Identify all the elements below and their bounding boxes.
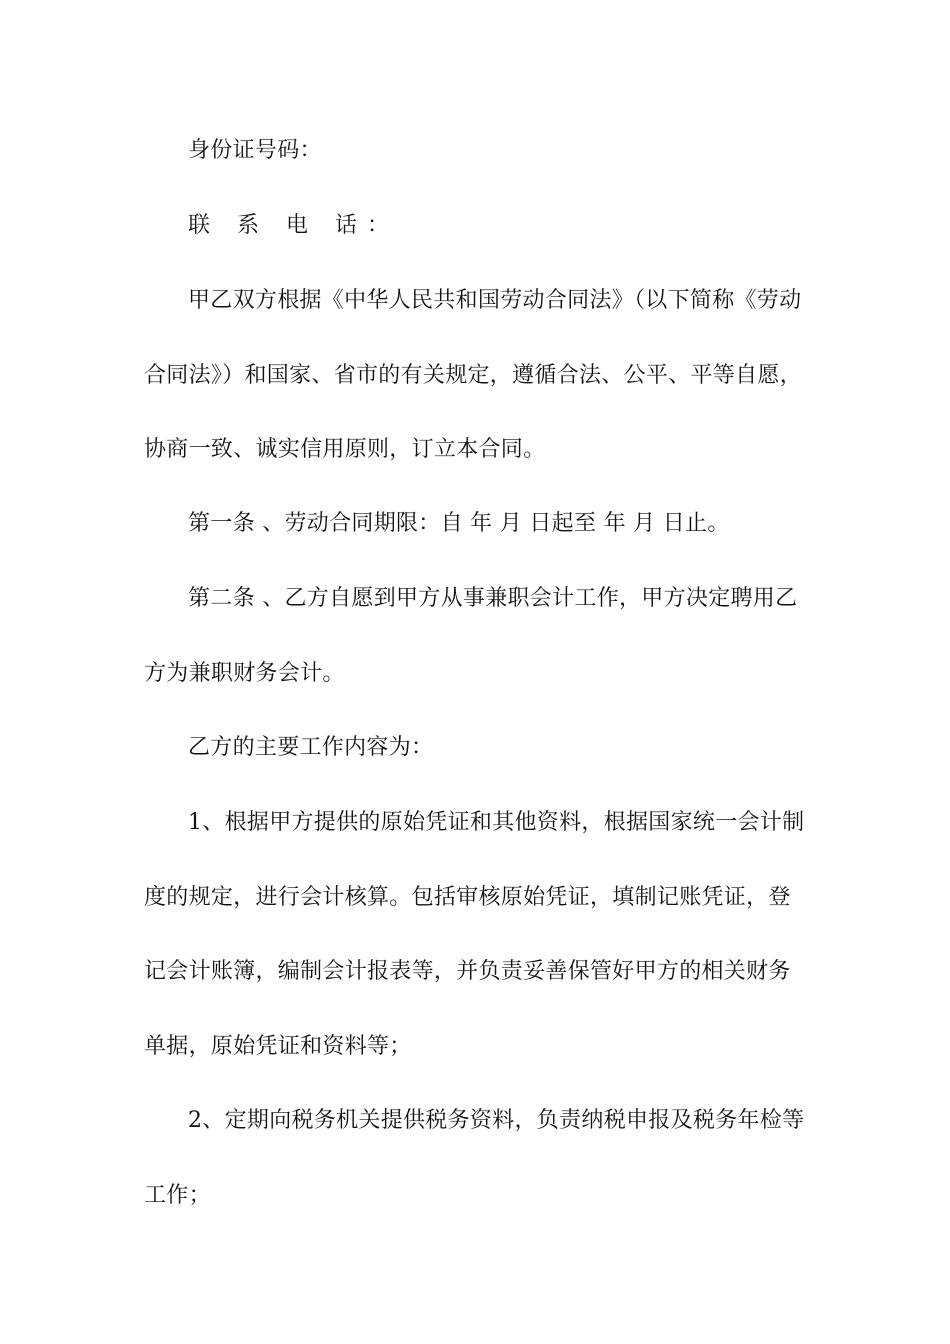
article-1-paragraph: 第一条 、劳动合同期限：自 年 月 日起至 年 月 日止。 (188, 511, 730, 536)
article-2-paragraph: 第二条 、乙方自愿到甲方从事兼职会计工作，甲方决定聘用乙方为兼职财务会计。 (144, 586, 798, 686)
intro-paragraph: 甲乙双方根据《中华人民共和国劳动合同法》（以下简称《劳动合同法》）和国家、省市的有关规定，遵循合法、公平、平等自愿，协商一致、诚实信用原则，订立本合同。 (144, 288, 803, 462)
work-item-2: 2、定期向税务机关提供税务资料，负责纳税申报及税务年检等工作； (144, 1108, 805, 1208)
work-item-1: 1、根据甲方提供的原始凭证和其他资料，根据国家统一会计制度的规定，进行会计核算。包括审核原始凭证，填制记账凭证，登记会计账簿，编制会计报表等，并负责妥善保管好甲方的相关财务单据，原始凭证和资料等； (144, 810, 805, 1059)
main-work-heading: 乙方的主要工作内容为： (188, 735, 434, 760)
id-number-label: 身份证号码： (188, 138, 322, 163)
contact-phone-label: 联 系 电 话： (188, 213, 399, 238)
